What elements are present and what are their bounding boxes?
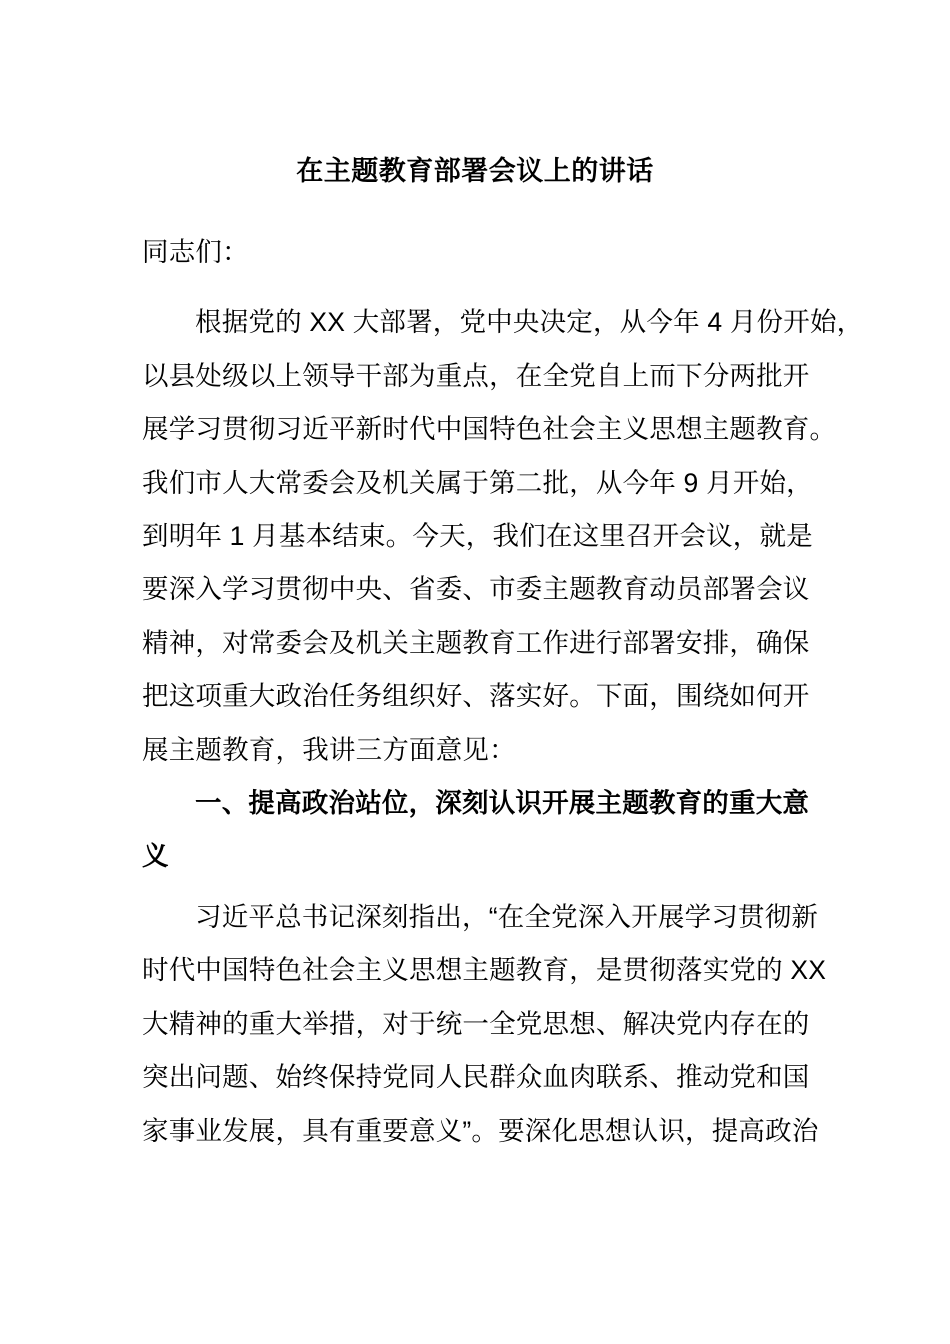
paragraph-1-line-4: 我们市人大常委会及机关属于第二批，从今年 9 月开始， xyxy=(142,467,813,498)
paragraph-1-line-6: 要深入学习贯彻中央、省委、市委主题教育动员部署会议 xyxy=(142,574,810,605)
paragraph-1-line-5: 到明年 1 月基本结束。今天，我们在这里召开会议，就是 xyxy=(142,521,813,552)
salutation: 同志们： xyxy=(142,237,249,267)
section-heading-1 xyxy=(142,777,808,884)
paragraph-1-line-1: 根据党的 XX 大部署，党中央决定，从今年 4 月份开始， xyxy=(195,307,864,338)
document-title: 在主题教育部署会议上的讲话 xyxy=(296,156,654,186)
paragraph-1-line-7: 精神，对常委会及机关主题教育工作进行部署安排，确保 xyxy=(142,627,810,658)
paragraph-1-line-8: 把这项重大政治任务组织好、落实好。下面，围绕如何开 xyxy=(142,681,810,712)
section-heading-1-line-2: 义 xyxy=(142,841,169,872)
paragraph-2-line-1: 习近平总书记深刻指出，“在全党深入开展学习贯彻新 xyxy=(195,901,819,932)
paragraph-1-line-9: 展主题教育，我讲三方面意见： xyxy=(142,734,516,765)
paragraph-2-line-2: 时代中国特色社会主义思想主题教育，是贯彻落实党的 XX xyxy=(142,955,827,986)
paragraph-1 xyxy=(142,296,864,777)
paragraph-2-line-4: 突出问题、始终保持党同人民群众血肉联系、推动党和国 xyxy=(142,1062,810,1093)
section-heading-1-line-1: 一、提高政治站位，深刻认识开展主题教育的重大意 xyxy=(195,788,810,819)
paragraph-1-line-2: 以县处级以上领导干部为重点，在全党自上而下分两批开 xyxy=(142,360,810,391)
paragraph-2-line-5: 家事业发展，具有重要意义”。要深化思想认识，提高政治 xyxy=(142,1115,819,1146)
paragraph-2 xyxy=(142,891,827,1158)
paragraph-1-line-3: 展学习贯彻习近平新时代中国特色社会主义思想主题教育。 xyxy=(142,414,837,445)
paragraph-2-line-3: 大精神的重大举措，对于统一全党思想、解决党内存在的 xyxy=(142,1008,810,1039)
